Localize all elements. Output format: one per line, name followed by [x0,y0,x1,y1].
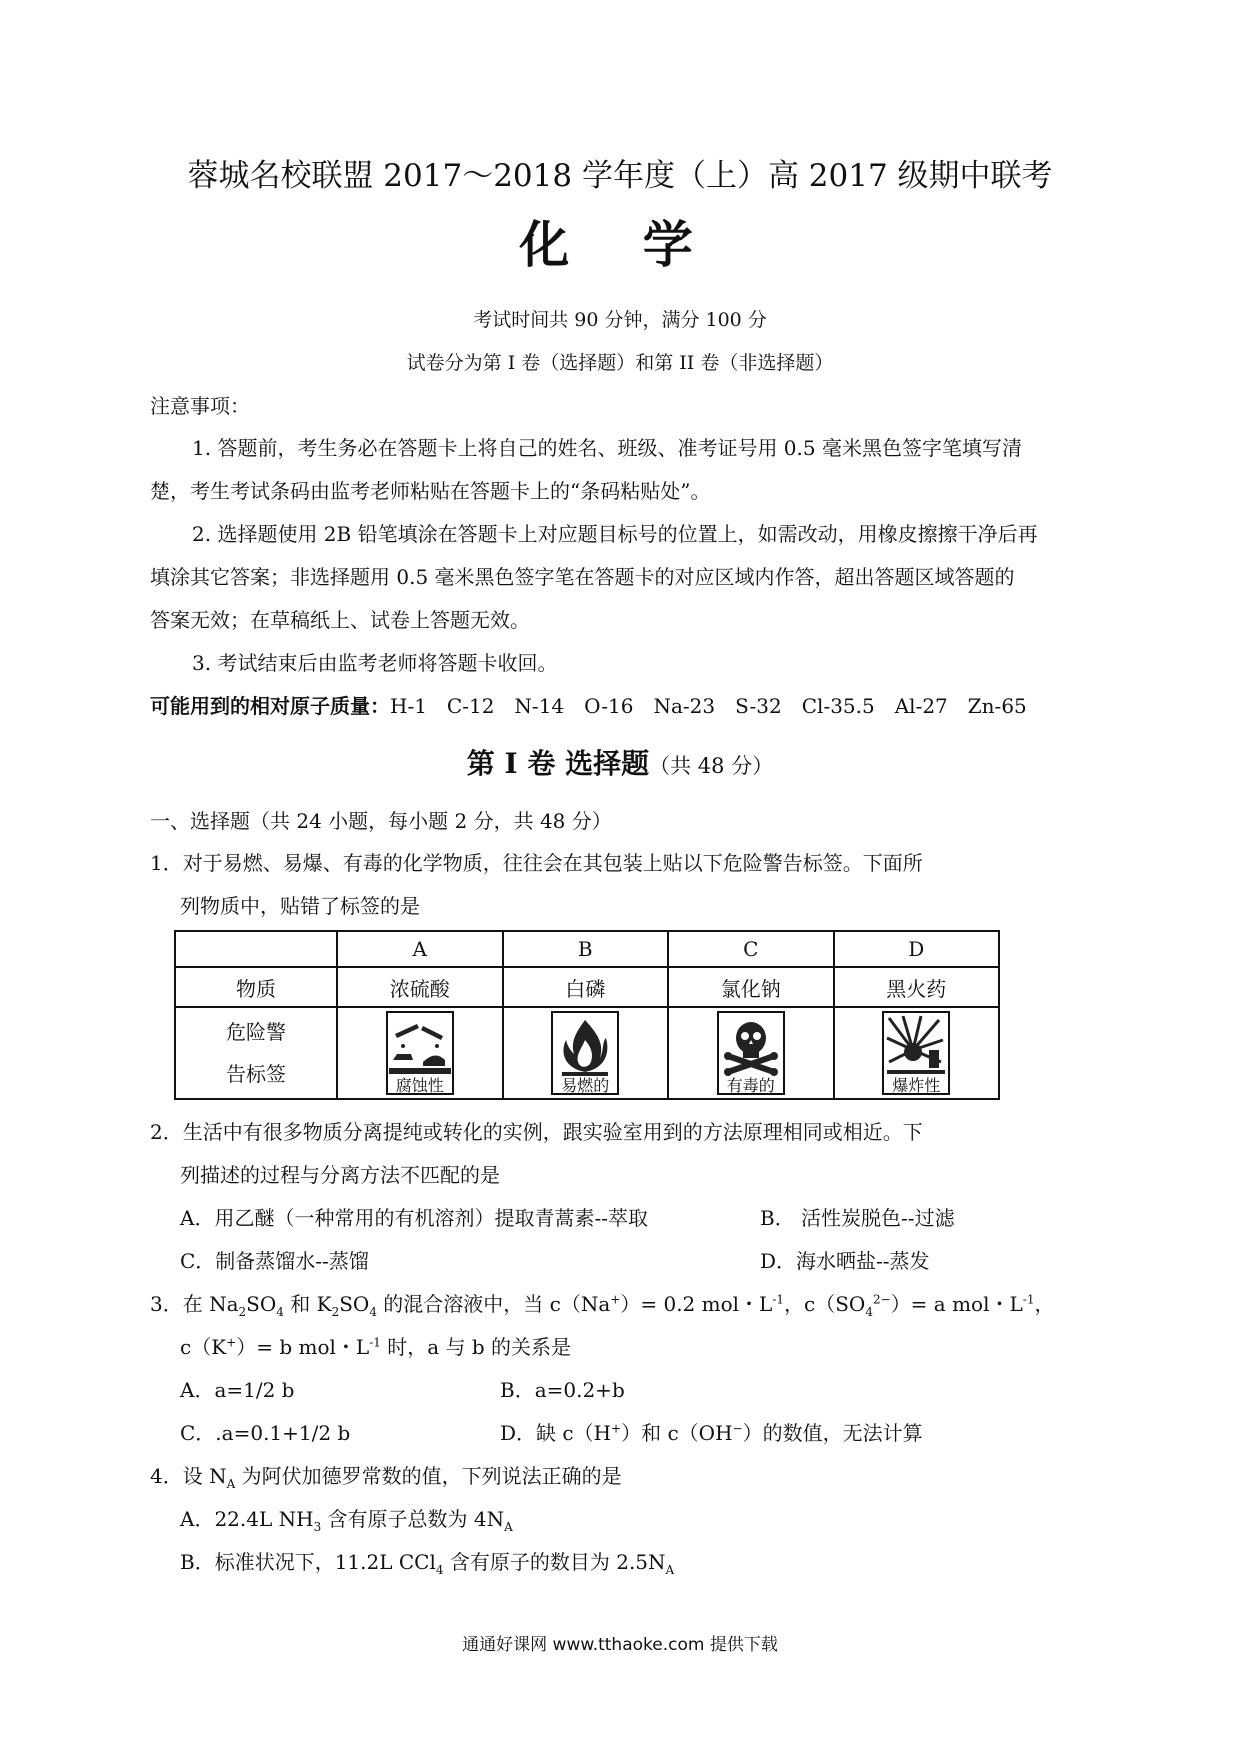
q4-text: A．22.4L NH [180,1507,314,1531]
q3-text: 的混合溶液中，当 c（Na [376,1292,611,1316]
q3-sub: 4 [276,1305,284,1319]
q3-text: ）= b mol・L [236,1335,370,1359]
notice-item-2-line-2: 填涂其它答案；非选择题用 0.5 毫米黑色签字笔在答题卡的对应区域内作答，超出答题区域答题的 [150,565,1015,589]
hazard-label-d: 爆炸性 [892,1076,941,1095]
notice-item-2-line-3: 答案无效；在草稿纸上、试卷上答题无效。 [150,608,530,632]
exam-title: 蓉城名校联盟 2017～2018 学年度（上）高 2017 级期中联考 [187,158,1053,194]
q3-sub: 4 [369,1305,377,1319]
q1-stem-line-2: 列物质中，贴错了标签的是 [180,894,420,918]
table-header-c: C [668,931,834,967]
q4-option-a [180,1503,513,1534]
q3-stem-line-1 [150,1288,1054,1319]
q4-option-b [180,1546,674,1577]
explosive-icon [879,1010,953,1096]
q3-sub: 2 [331,1305,340,1319]
subject-title: 化 学 [519,215,721,274]
q3-option-b: B．a=0.2+b [500,1378,625,1402]
substance-b: 白磷 [503,967,669,1007]
table-row [175,931,999,967]
toxic-icon [714,1010,788,1096]
corrosive-icon [383,1010,457,1096]
q4-text: 4．设 N [150,1464,227,1488]
table-header-d: D [834,931,1000,967]
q3-text: c（K [180,1335,227,1359]
q3-sup: − [732,1421,743,1436]
q3-sub: 2 [238,1305,247,1319]
notice-item-2-line-1: 2. 选择题使用 2B 铅笔填涂在答题卡上对应题目标号的位置上，如需改动，用橡皮擦擦干净后再 [192,522,1038,546]
q3-text: ）和 c（OH [621,1421,733,1445]
section-1-name: 第 I 卷 选择题 [466,747,650,780]
row-label-substance: 物质 [175,967,337,1007]
q3-text: 和 K [283,1292,332,1316]
flammable-icon [548,1010,622,1096]
q4-stem [150,1460,622,1491]
notice-heading: 注意事项： [150,394,250,418]
q4-text: 含有原子总数为 4N [321,1507,505,1531]
row-label-hazard [175,1007,337,1099]
notice-item-1-line-2: 楚，考生考试条码由监考老师粘贴在答题卡上的“条码粘贴处”。 [150,479,711,503]
q3-text: D．缺 c（H [500,1421,612,1445]
row-label-hazard-line-1: 危险警 [226,1020,286,1044]
part-heading: 一、选择题（共 24 小题，每小题 2 分，共 48 分） [150,809,612,833]
table-cell [175,931,337,967]
table-header-a: A [337,931,503,967]
q3-sup: 2− [872,1292,891,1307]
q3-sup: + [610,1292,621,1307]
hazard-label-a: 腐蚀性 [395,1076,444,1095]
q3-sub: 4 [865,1305,873,1319]
atomic-mass-line [150,690,1027,719]
q1-stem-line-1: 1．对于易燃、易爆、有毒的化学物质，往往会在其包装上贴以下危险警告标签。下面所 [150,851,923,875]
hazard-cell-b [503,1007,669,1099]
q3-text: ）= 0.2 mol・L [620,1292,773,1316]
q3-sup: -1 [1022,1292,1035,1307]
q3-stem-line-2 [180,1331,571,1360]
substance-c: 氯化钠 [668,967,834,1007]
hazard-label-c: 有毒的 [726,1076,775,1095]
q4-text: B．标准状况下，11.2L CCl [180,1550,436,1574]
hazard-label-table [174,930,1000,1100]
q3-sup: + [611,1421,622,1436]
q4-sub: A [665,1563,675,1577]
q3-text: ，c（SO [784,1292,866,1316]
q2-option-b: B． 活性炭脱色--过滤 [760,1206,955,1230]
q3-option-a: A．a=1/2 b [180,1378,295,1402]
footer-source: 通通好课网 www.tthaoke.com 提供下载 [462,1635,778,1655]
q3-option-d [500,1417,923,1446]
substance-d: 黑火药 [834,967,1000,1007]
q3-sup: + [226,1335,237,1350]
hazard-cell-c [668,1007,834,1099]
q3-text: 3．在 Na [150,1292,239,1316]
q2-stem-line-2: 列描述的过程与分离方法不匹配的是 [180,1163,500,1187]
q4-sub: A [504,1520,513,1534]
q3-text: ）= a mol・L [890,1292,1023,1316]
q4-sub: 4 [435,1563,444,1577]
q3-sup: -1 [369,1335,381,1350]
q2-option-d: D．海水晒盐--蒸发 [760,1249,930,1273]
section-1-title [0,742,1240,782]
q4-sub: A [226,1477,236,1491]
q2-option-c: C．制备蒸馏水--蒸馏 [180,1249,369,1273]
q3-text: SO [246,1292,277,1316]
hazard-label-b: 易燃的 [561,1076,610,1095]
section-1-score: （共 48 分） [649,754,774,778]
hazard-cell-a [337,1007,503,1099]
q3-text: SO [339,1292,370,1316]
q3-text: ）的数值，无法计算 [742,1421,923,1445]
table-row [175,1007,999,1099]
paper-info: 试卷分为第 I 卷（选择题）和第 II 卷（非选择题） [406,352,834,374]
q4-sub: 3 [313,1520,322,1534]
q3-sup: -1 [772,1292,785,1307]
hazard-cell-d [834,1007,1000,1099]
q3-text: ， [1034,1292,1055,1316]
substance-a: 浓硫酸 [337,967,503,1007]
time-info: 考试时间共 90 分钟，满分 100 分 [473,309,767,331]
atomic-mass-values: H-1 C-12 N-14 O-16 Na-23 S-32 Cl-35.5 Al-27 Zn-65 [390,694,1027,718]
q4-text: 为阿伏加德罗常数的值，下列说法正确的是 [235,1464,622,1488]
table-row [175,967,999,1007]
notice-item-3: 3. 考试结束后由监考老师将答题卡收回。 [192,651,558,675]
row-label-hazard-line-2: 告标签 [226,1062,286,1086]
atomic-mass-label: 可能用到的相对原子质量： [150,694,390,718]
q3-option-c: C．.a=0.1+1/2 b [180,1421,351,1445]
table-header-b: B [503,931,669,967]
q3-text: 时，a 与 b 的关系是 [380,1335,572,1359]
notice-item-1-line-1: 1. 答题前，考生务必在答题卡上将自己的姓名、班级、准考证号用 0.5 毫米黑色签字笔填写清 [192,436,1022,460]
q4-text: 含有原子的数目为 2.5N [443,1550,666,1574]
q2-option-a: A．用乙醚（一种常用的有机溶剂）提取青蒿素--萃取 [180,1206,648,1230]
q2-stem-line-1: 2．生活中有很多物质分离提纯或转化的实例，跟实验室用到的方法原理相同或相近。下 [150,1120,923,1144]
